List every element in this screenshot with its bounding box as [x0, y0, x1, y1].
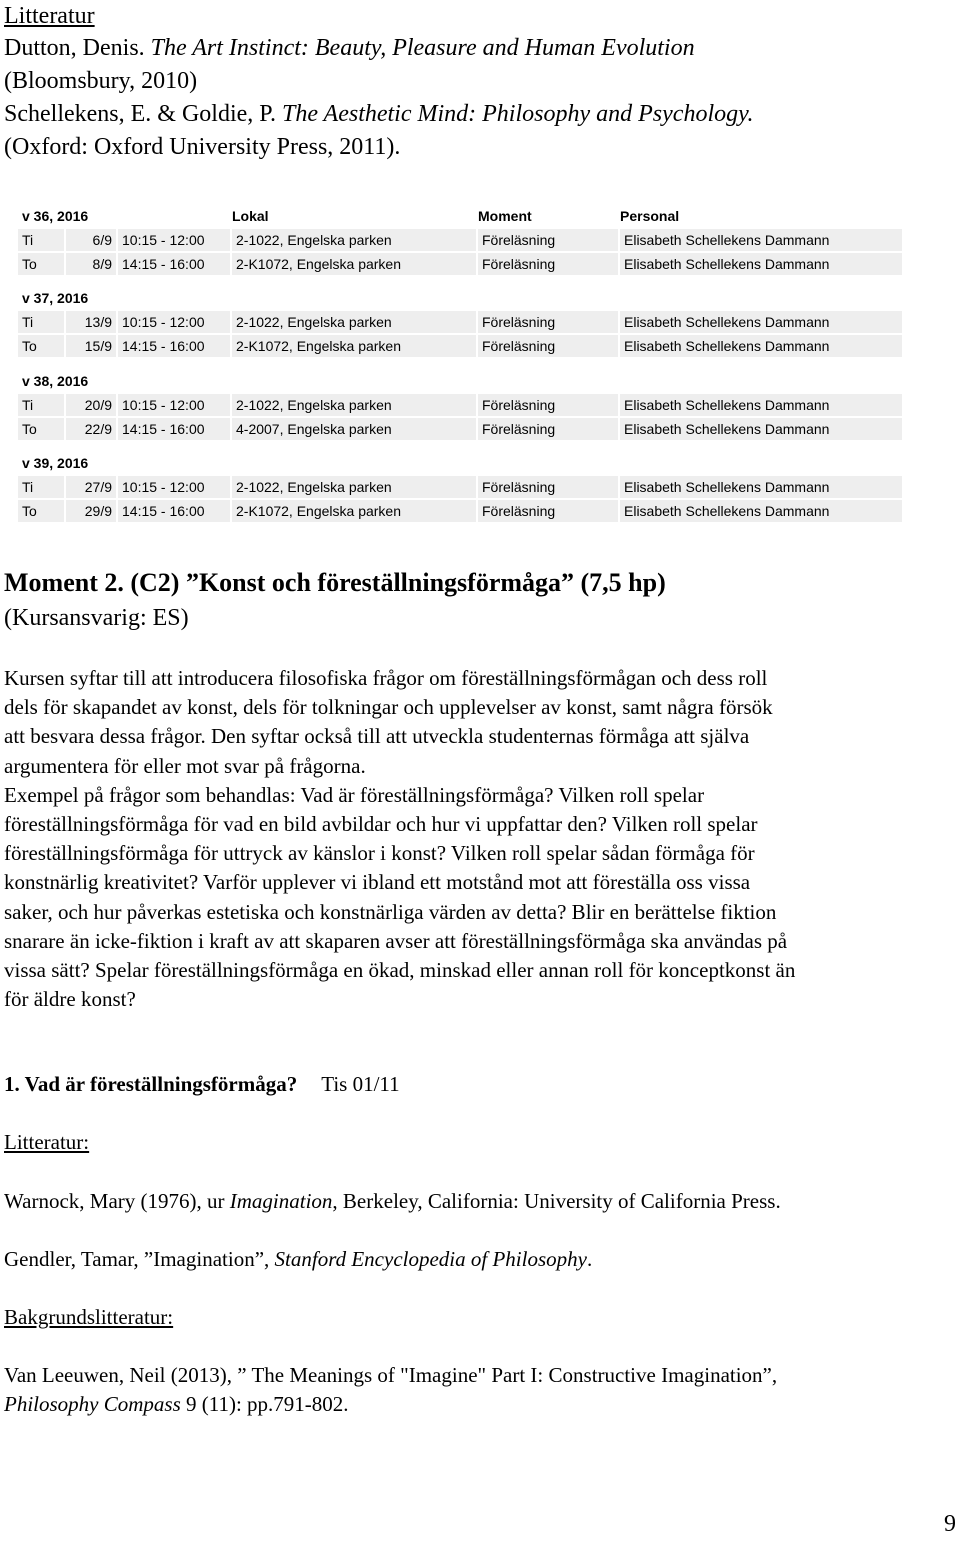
staff-cell: Elisabeth Schellekens Dammann [618, 311, 902, 333]
schedule-row [18, 229, 902, 251]
moment-cell: Föreläsning [476, 311, 618, 333]
moment-cell: Föreläsning [476, 253, 618, 275]
date-cell: 20/9 [64, 394, 116, 416]
schedule-row [18, 335, 902, 357]
ref-author: Gendler, Tamar, ”Imagination”, [4, 1247, 275, 1271]
ref-author: Dutton, Denis. [4, 35, 151, 61]
session1-heading [4, 1070, 400, 1099]
day-cell: Ti [22, 314, 34, 330]
day-cell: To [22, 503, 37, 519]
day-cell: Ti [22, 397, 34, 413]
reference-dutton-publisher: (Bloomsbury, 2010) [4, 68, 198, 94]
room-cell: 2-K1072, Engelska parken [230, 500, 476, 522]
page-number: 9 [944, 1511, 956, 1537]
moment-cell: Föreläsning [476, 335, 618, 357]
date-cell: 6/9 [64, 229, 116, 251]
description-line: saker, och hur påverkas estetiska och konstnärliga värden av detta? Blir en berättelse fiktion [4, 899, 777, 924]
date-cell: 15/9 [64, 335, 116, 357]
staff-cell: Elisabeth Schellekens Dammann [618, 394, 902, 416]
moment2-description [4, 664, 954, 1014]
date-cell: 29/9 [64, 500, 116, 522]
schedule-row [18, 394, 902, 416]
room-cell: 2-1022, Engelska parken [230, 476, 476, 498]
time-cell: 10:15 - 12:00 [116, 229, 230, 251]
ref-author: Warnock, Mary (1976), ur [4, 1189, 230, 1213]
day-cell: To [22, 256, 37, 272]
day-cell: Ti [22, 479, 34, 495]
date-cell: 8/9 [64, 253, 116, 275]
room-cell: 2-1022, Engelska parken [230, 311, 476, 333]
room-cell: 2-1022, Engelska parken [230, 229, 476, 251]
staff-cell: Elisabeth Schellekens Dammann [618, 418, 902, 440]
description-line: föreställningsförmåga för vad en bild avbildar och hur vi uppfattar den? Vilken roll spelar [4, 812, 758, 837]
ref-volume: 9 (11): pp.791-802. [180, 1392, 349, 1416]
time-cell: 14:15 - 16:00 [116, 253, 230, 275]
description-line: konstnärlig kreativitet? Varför upplever vi ibland ett motstånd mot att föreställa oss vissa [4, 870, 751, 895]
reference-van-leeuwen-journal [4, 1390, 349, 1419]
day-cell: To [22, 421, 37, 437]
time-cell: 14:15 - 16:00 [116, 500, 230, 522]
description-line: vissa sätt? Spelar föreställningsförmåga en ökad, minskad eller annan roll för konceptkonst än [4, 958, 796, 983]
schedule-row [18, 253, 902, 275]
schedule-table [14, 204, 902, 528]
schedule-header-staff: Personal [620, 208, 680, 224]
reference-schellekens-publisher: (Oxford: Oxford University Press, 2011). [4, 134, 401, 160]
ref-title: Stanford Encyclopedia of Philosophy [274, 1247, 587, 1271]
description-line: argumentera för eller mot svar på frågorna. [4, 753, 366, 778]
room-cell: 2-K1072, Engelska parken [230, 253, 476, 275]
week-label: v 38, 2016 [22, 373, 89, 389]
schedule-header-week: v 36, 2016 [22, 208, 89, 224]
moment-cell: Föreläsning [476, 500, 618, 522]
session1-date: Tis 01/11 [321, 1072, 400, 1096]
time-cell: 10:15 - 12:00 [116, 476, 230, 498]
schedule-row [18, 311, 902, 333]
time-cell: 10:15 - 12:00 [116, 394, 230, 416]
day-cell: To [22, 338, 37, 354]
description-line: att besvara dessa frågor. Den syftar också till att utveckla studenternas förmåga att själva [4, 724, 750, 749]
ref-journal: Philosophy Compass [4, 1392, 181, 1416]
ref-end: . [586, 1247, 593, 1271]
time-cell: 10:15 - 12:00 [116, 311, 230, 333]
moment-cell: Föreläsning [476, 418, 618, 440]
session1-literature-heading: Litteratur: [4, 1130, 90, 1154]
description-line: Kursen syftar till att introducera filosofiska frågor om föreställningsförmågan och dess roll [4, 666, 768, 690]
ref-author: Schellekens, E. & Goldie, P. [4, 101, 282, 127]
ref-title: The Aesthetic Mind: Philosophy and Psychology. [281, 101, 754, 127]
week-label: v 37, 2016 [22, 290, 89, 306]
time-cell: 14:15 - 16:00 [116, 335, 230, 357]
schedule-row [18, 476, 902, 498]
staff-cell: Elisabeth Schellekens Dammann [618, 229, 902, 251]
description-line: dels för skapandet av konst, dels för tolkningar och upplevelser av konst, samt några försök [4, 695, 773, 720]
week-label: v 39, 2016 [22, 455, 89, 471]
day-cell: Ti [22, 232, 34, 248]
moment-cell: Föreläsning [476, 476, 618, 498]
ref-title: The Art Instinct: Beauty, Pleasure and Human Evolution [150, 35, 695, 61]
background-literature-heading: Bakgrundslitteratur: [4, 1305, 174, 1329]
reference-dutton [4, 32, 695, 65]
description-line: Exempel på frågor som behandlas: Vad är föreställningsförmåga? Vilken roll spelar [4, 782, 705, 807]
date-cell: 27/9 [64, 476, 116, 498]
schedule-row [18, 418, 902, 440]
description-line: föreställningsförmåga för uttryck av känslor i konst? Vilken roll spelar sådan förmåga för [4, 841, 755, 866]
room-cell: 2-K1072, Engelska parken [230, 335, 476, 357]
schedule-header-room: Lokal [232, 208, 269, 224]
moment2-responsible: (Kursansvarig: ES) [4, 605, 189, 631]
ref-publisher: , Berkeley, California: University of California Press. [332, 1189, 781, 1213]
schedule-row [18, 500, 902, 522]
reference-van-leeuwen: Van Leeuwen, Neil (2013), ” The Meanings of "Imagine" Part I: Constructive Imagination”, [4, 1363, 778, 1387]
room-cell: 4-2007, Engelska parken [230, 418, 476, 440]
moment-cell: Föreläsning [476, 229, 618, 251]
ref-title: Imagination [229, 1189, 333, 1213]
reference-gendler [4, 1245, 592, 1274]
reference-warnock [4, 1187, 781, 1216]
schedule-header-moment: Moment [478, 208, 532, 224]
description-line: för äldre konst? [4, 987, 136, 1012]
date-cell: 22/9 [64, 418, 116, 440]
room-cell: 2-1022, Engelska parken [230, 394, 476, 416]
description-line: snarare än icke-fiktion i kraft av att skaparen avser att föreställningsförmåga ska användas på [4, 928, 788, 953]
literature-heading: Litteratur [4, 3, 95, 29]
moment2-title-text: Moment 2. (C2) ”Konst och föreställningsförmåga” (7,5 hp) [4, 568, 666, 597]
reference-schellekens [4, 98, 753, 131]
staff-cell: Elisabeth Schellekens Dammann [618, 253, 902, 275]
time-cell: 14:15 - 16:00 [116, 418, 230, 440]
staff-cell: Elisabeth Schellekens Dammann [618, 476, 902, 498]
date-cell: 13/9 [64, 311, 116, 333]
staff-cell: Elisabeth Schellekens Dammann [618, 335, 902, 357]
moment2-title [4, 566, 666, 600]
moment-cell: Föreläsning [476, 394, 618, 416]
staff-cell: Elisabeth Schellekens Dammann [618, 500, 902, 522]
session1-title: 1. Vad är föreställningsförmåga? [4, 1072, 298, 1096]
